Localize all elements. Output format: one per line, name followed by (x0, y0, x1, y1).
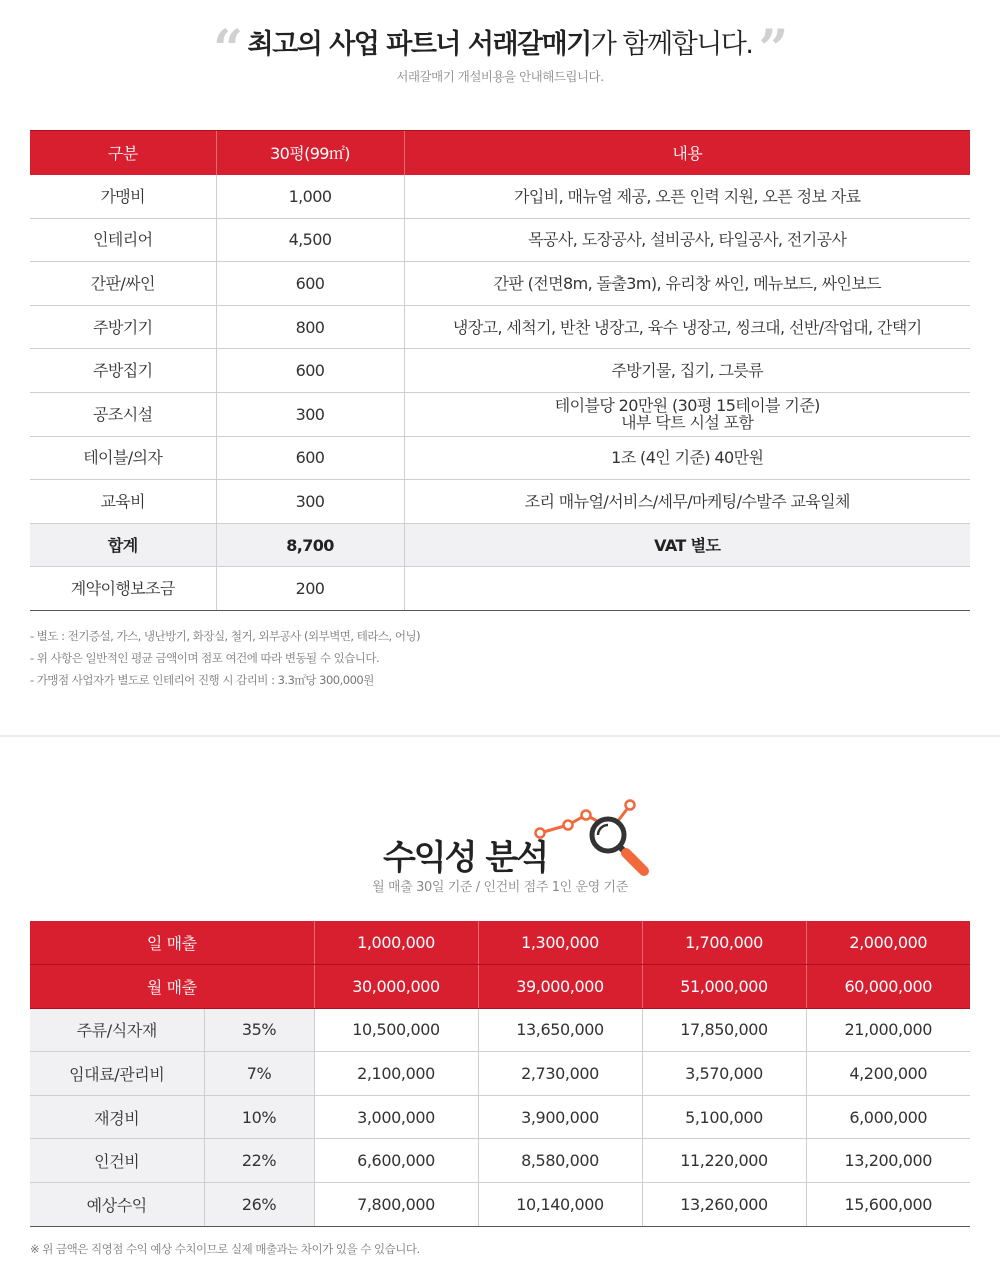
header-amount: 30평(99㎡) (216, 131, 404, 175)
table-row (30, 305, 970, 349)
cost-notes (30, 625, 420, 691)
table-row (30, 567, 970, 611)
expense-value: 2,730,000 (478, 1052, 642, 1096)
daily-sales-value: 2,000,000 (806, 921, 970, 965)
profit-title-part1: 수익성 (382, 838, 476, 878)
table-row (30, 1183, 970, 1227)
profit-title (0, 830, 1000, 879)
row-amount: 600 (216, 436, 404, 480)
header-detail: 내용 (404, 131, 970, 175)
row-detail: 냉장고, 세척기, 반찬 냉장고, 육수 냉장고, 씽크대, 선반/작업대, 간택기 (404, 305, 970, 349)
row-detail-line2: 내부 닥트 시설 포함 (621, 413, 754, 433)
note-line: - 가맹점 사업자가 별도로 인테리어 진행 시 감리비 : 3.3㎡당 300,000원 (30, 673, 374, 687)
profit-footnote: ※ 위 금액은 직영점 수익 예상 수치이므로 실제 매출과는 차이가 있을 수 있습니다. (30, 1242, 420, 1256)
expense-value: 17,850,000 (642, 1008, 806, 1052)
monthly-sales-label: 월 매출 (30, 965, 314, 1009)
row-amount: 600 (216, 262, 404, 306)
profit-value: 15,600,000 (806, 1183, 970, 1227)
row-amount: 300 (216, 480, 404, 524)
expense-percent: 35% (204, 1008, 314, 1052)
table-row (30, 175, 970, 219)
total-detail: VAT 별도 (404, 523, 970, 567)
row-detail (404, 567, 970, 611)
profit-value: 13,260,000 (642, 1183, 806, 1227)
expense-label: 인건비 (30, 1139, 204, 1183)
row-category: 인테리어 (30, 218, 216, 262)
quote-close-icon: ” (758, 19, 787, 80)
row-detail-line1: 테이블당 20만원 (30평 15테이블 기준) (554, 396, 820, 416)
headline-bold: 최고의 사업 파트너 서래갈매기 (247, 29, 591, 60)
daily-sales-value: 1,700,000 (642, 921, 806, 965)
expense-value: 6,600,000 (314, 1139, 478, 1183)
table-row (30, 262, 970, 306)
row-detail: 1조 (4인 기준) 40만원 (404, 436, 970, 480)
section-divider (0, 735, 1000, 737)
table-row (30, 1008, 970, 1052)
row-amount: 800 (216, 305, 404, 349)
expense-percent: 7% (204, 1052, 314, 1096)
header-category: 구분 (30, 131, 216, 175)
expense-value: 3,000,000 (314, 1095, 478, 1139)
profit-table (30, 921, 970, 1227)
total-amount: 8,700 (216, 523, 404, 567)
expense-percent: 22% (204, 1139, 314, 1183)
expense-value: 11,220,000 (642, 1139, 806, 1183)
monthly-sales-value: 51,000,000 (642, 965, 806, 1009)
headline-subtitle: 서래갈매기 개설비용을 안내해드립니다. (396, 69, 604, 84)
table-row (30, 392, 970, 436)
row-detail: 조리 매뉴얼/서비스/세무/마케팅/수발주 교육일체 (404, 480, 970, 524)
profit-subtitle: 월 매출 30일 기준 / 인건비 점주 1인 운영 기준 (372, 880, 628, 895)
expense-value: 3,900,000 (478, 1095, 642, 1139)
daily-sales-row (30, 921, 970, 965)
total-label: 합계 (30, 523, 216, 567)
row-amount: 200 (216, 567, 404, 611)
row-amount: 4,500 (216, 218, 404, 262)
row-detail: 주방기물, 집기, 그릇류 (404, 349, 970, 393)
cost-table (30, 130, 970, 611)
expense-value: 13,650,000 (478, 1008, 642, 1052)
note-line: - 위 사항은 일반적인 평균 금액이며 점포 여건에 따라 변동될 수 있습니다. (30, 651, 380, 665)
monthly-sales-value: 60,000,000 (806, 965, 970, 1009)
table-row (30, 1139, 970, 1183)
row-detail (404, 392, 970, 436)
expense-value: 2,100,000 (314, 1052, 478, 1096)
expense-value: 5,100,000 (642, 1095, 806, 1139)
quote-open-icon: “ (213, 19, 242, 80)
monthly-sales-value: 30,000,000 (314, 965, 478, 1009)
table-row (30, 1052, 970, 1096)
profit-value: 7,800,000 (314, 1183, 478, 1227)
profit-percent: 26% (204, 1183, 314, 1227)
row-amount: 600 (216, 349, 404, 393)
row-category: 공조시설 (30, 392, 216, 436)
profit-title-part2: 분석 (485, 838, 548, 878)
expense-label: 임대료/관리비 (30, 1052, 204, 1096)
table-row (30, 218, 970, 262)
expense-value: 3,570,000 (642, 1052, 806, 1096)
row-category: 주방기기 (30, 305, 216, 349)
expense-value: 4,200,000 (806, 1052, 970, 1096)
row-category: 주방집기 (30, 349, 216, 393)
row-category: 교육비 (30, 480, 216, 524)
note-line: - 별도 : 전기증설, 가스, 냉난방기, 화장실, 철거, 외부공사 (외부벽면, 테라스, 어닝) (30, 629, 421, 643)
table-row (30, 1095, 970, 1139)
profit-value: 10,140,000 (478, 1183, 642, 1227)
row-amount: 300 (216, 392, 404, 436)
expense-percent: 10% (204, 1095, 314, 1139)
row-amount: 1,000 (216, 175, 404, 219)
headline-light: 가 함께합니다. (590, 29, 753, 60)
row-category: 가맹비 (30, 175, 216, 219)
daily-sales-label: 일 매출 (30, 921, 314, 965)
table-row (30, 480, 970, 524)
row-category: 테이블/의자 (30, 436, 216, 480)
row-category: 간판/싸인 (30, 262, 216, 306)
expense-label: 주류/식자재 (30, 1008, 204, 1052)
expense-value: 6,000,000 (806, 1095, 970, 1139)
expense-value: 8,580,000 (478, 1139, 642, 1183)
expense-value: 21,000,000 (806, 1008, 970, 1052)
row-category: 계약이행보조금 (30, 567, 216, 611)
cost-section-header (0, 0, 1000, 120)
expense-value: 10,500,000 (314, 1008, 478, 1052)
cost-table-header (30, 131, 970, 175)
table-row (30, 349, 970, 393)
profit-label: 예상수익 (30, 1183, 204, 1227)
expense-label: 재경비 (30, 1095, 204, 1139)
expense-value: 13,200,000 (806, 1139, 970, 1183)
monthly-sales-row (30, 965, 970, 1009)
monthly-sales-value: 39,000,000 (478, 965, 642, 1009)
row-detail: 간판 (전면8m, 돌출3m), 유리창 싸인, 메뉴보드, 싸인보드 (404, 262, 970, 306)
table-row-total (30, 523, 970, 567)
daily-sales-value: 1,300,000 (478, 921, 642, 965)
daily-sales-value: 1,000,000 (314, 921, 478, 965)
row-detail: 목공사, 도장공사, 설비공사, 타일공사, 전기공사 (404, 218, 970, 262)
table-row (30, 436, 970, 480)
row-detail: 가입비, 매뉴얼 제공, 오픈 인력 지원, 오픈 정보 자료 (404, 175, 970, 219)
